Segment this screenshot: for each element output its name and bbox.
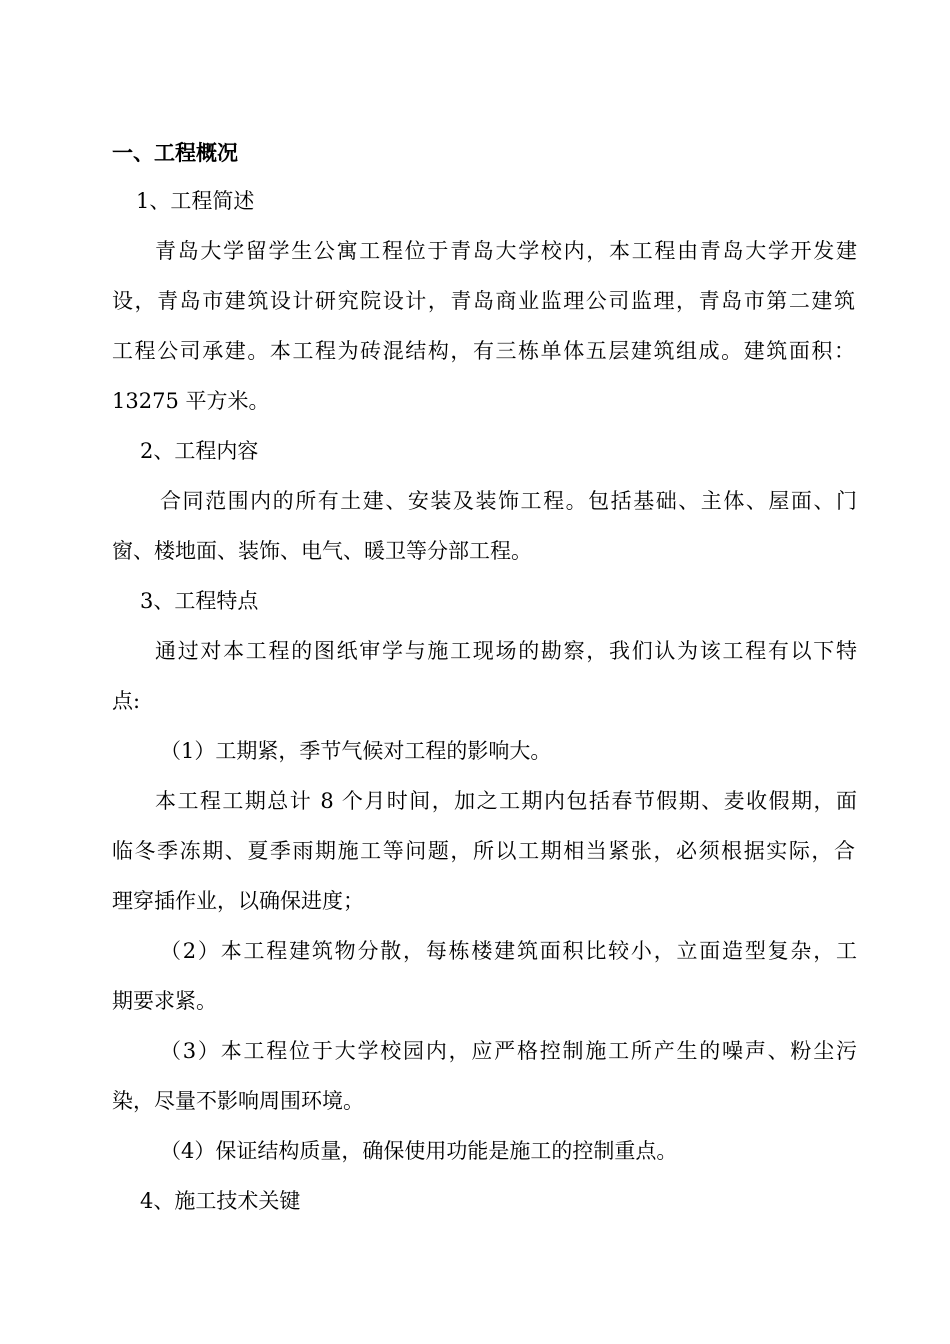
list-item-2: （2）本工程建筑物分散，每栋楼建筑面积比较小，立面造型复杂，工 [160,939,857,963]
paragraph-line: 窗、楼地面、装饰、电气、暖卫等分部工程。 [112,539,532,563]
list-item-4: （4）保证结构质量，确保使用功能是施工的控制重点。 [160,1139,678,1163]
list-item-3-cont: 染，尽量不影响周围环境。 [112,1089,364,1113]
paragraph-line: 工程公司承建。本工程为砖混结构，有三栋单体五层建筑组成。建筑面积： [112,339,855,363]
subsection-title-1: 1、工程简述 [136,189,255,213]
section-heading: 一、工程概况 [112,140,238,165]
paragraph-line: 点: [112,689,141,713]
paragraph-line: 本工程工期总计 8 个月时间，加之工期内包括春节假期、麦收假期，面 [155,789,857,813]
paragraph-line: 通过对本工程的图纸审学与施工现场的勘察，我们认为该工程有以下特 [155,639,857,663]
subsection-title-3: 3、工程特点 [140,589,259,613]
subsection-title-2: 2、工程内容 [140,439,259,463]
list-item-2-cont: 期要求紧。 [112,989,217,1013]
list-item-3: （3）本工程位于大学校园内，应严格控制施工所产生的噪声、粉尘污 [160,1039,857,1063]
paragraph-line: 理穿插作业，以确保进度； [112,889,364,913]
paragraph-line: 合同范围内的所有土建、安装及装饰工程。包括基础、主体、屋面、门 [160,489,857,513]
subsection-title-4: 4、施工技术关键 [140,1189,301,1213]
paragraph-line: 13275 平方米。 [112,389,270,413]
paragraph-line: 青岛大学留学生公寓工程位于青岛大学校内，本工程由青岛大学开发建 [155,239,857,263]
paragraph-line: 设，青岛市建筑设计研究院设计，青岛商业监理公司监理，青岛市第二建筑 [112,289,855,313]
list-item-1: （1）工期紧，季节气候对工程的影响大。 [160,739,552,763]
paragraph-line: 临冬季冻期、夏季雨期施工等问题，所以工期相当紧张，必须根据实际，合 [112,839,855,863]
